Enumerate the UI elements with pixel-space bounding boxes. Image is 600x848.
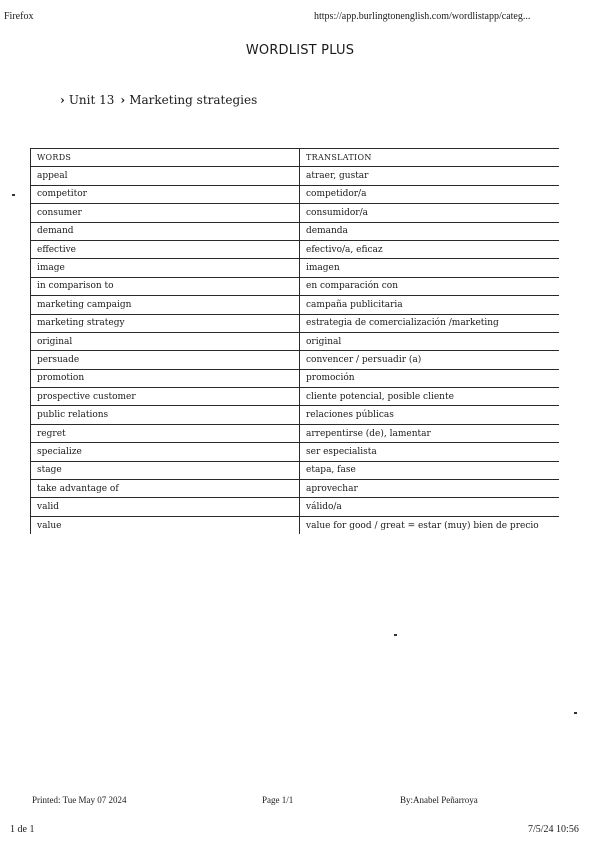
footer-author: By:Anabel Peñarroya bbox=[400, 795, 478, 805]
word-cell: value bbox=[31, 516, 300, 534]
table-header-row bbox=[31, 149, 560, 167]
translation-cell: competidor/a bbox=[300, 185, 560, 203]
word-cell: stage bbox=[31, 461, 300, 479]
footer-page-number: Page 1/1 bbox=[262, 795, 294, 805]
word-cell: consumer bbox=[31, 204, 300, 222]
scan-speck bbox=[394, 634, 397, 636]
table-row bbox=[31, 167, 560, 185]
word-cell: marketing campaign bbox=[31, 296, 300, 314]
table-row bbox=[31, 204, 560, 222]
table-row bbox=[31, 480, 560, 498]
column-header-translation: TRANSLATION bbox=[300, 149, 560, 167]
word-cell: specialize bbox=[31, 443, 300, 461]
table-row bbox=[31, 424, 560, 442]
table-row bbox=[31, 259, 560, 277]
translation-cell: cliente potencial, posible cliente bbox=[300, 388, 560, 406]
table-row bbox=[31, 277, 560, 295]
translation-cell: demanda bbox=[300, 222, 560, 240]
table-row bbox=[31, 369, 560, 387]
word-cell: in comparison to bbox=[31, 277, 300, 295]
table-row bbox=[31, 222, 560, 240]
translation-cell: atraer, gustar bbox=[300, 167, 560, 185]
translation-cell: aprovechar bbox=[300, 480, 560, 498]
chevron-right-icon: › bbox=[60, 93, 65, 107]
wordlist-table bbox=[30, 148, 559, 534]
translation-cell: en comparación con bbox=[300, 277, 560, 295]
translation-cell: relaciones públicas bbox=[300, 406, 560, 424]
table-row bbox=[31, 388, 560, 406]
word-cell: marketing strategy bbox=[31, 314, 300, 332]
table-row bbox=[31, 461, 560, 479]
footer-printed-date: Printed: Tue May 07 2024 bbox=[32, 795, 127, 805]
page-title: WORDLIST PLUS bbox=[245, 43, 355, 58]
table-row bbox=[31, 498, 560, 516]
word-cell: image bbox=[31, 259, 300, 277]
translation-cell: original bbox=[300, 332, 560, 350]
word-cell: take advantage of bbox=[31, 480, 300, 498]
translation-cell: válido/a bbox=[300, 498, 560, 516]
translation-cell: campaña publicitaria bbox=[300, 296, 560, 314]
word-cell: promotion bbox=[31, 369, 300, 387]
translation-cell: estrategia de comercialización /marketing bbox=[300, 314, 560, 332]
translation-cell: promoción bbox=[300, 369, 560, 387]
table-row bbox=[31, 516, 560, 534]
scan-speck bbox=[12, 194, 15, 196]
translation-cell: imagen bbox=[300, 259, 560, 277]
word-cell: demand bbox=[31, 222, 300, 240]
chevron-right-icon: › bbox=[120, 93, 126, 107]
translation-cell: efectivo/a, eficaz bbox=[300, 240, 560, 258]
table-row bbox=[31, 443, 560, 461]
page-url: https://app.burlingtonenglish.com/wordlistapp/categ... bbox=[314, 11, 531, 22]
table-row bbox=[31, 296, 560, 314]
word-cell: competitor bbox=[31, 185, 300, 203]
translation-cell: value for good / great = estar (muy) bien de precio bbox=[300, 516, 560, 534]
word-cell: prospective customer bbox=[31, 388, 300, 406]
table-row bbox=[31, 351, 560, 369]
table-row bbox=[31, 314, 560, 332]
word-cell: valid bbox=[31, 498, 300, 516]
table-row bbox=[31, 332, 560, 350]
browser-name: Firefox bbox=[4, 11, 34, 22]
word-cell: persuade bbox=[31, 351, 300, 369]
word-cell: regret bbox=[31, 424, 300, 442]
word-cell: effective bbox=[31, 240, 300, 258]
translation-cell: arrepentirse (de), lamentar bbox=[300, 424, 560, 442]
word-cell: original bbox=[31, 332, 300, 350]
table-row bbox=[31, 240, 560, 258]
scan-speck bbox=[574, 712, 577, 714]
table-row bbox=[31, 185, 560, 203]
breadcrumb-unit[interactable]: Unit 13 bbox=[68, 93, 115, 107]
column-header-words: WORDS bbox=[31, 149, 300, 167]
breadcrumb-topic[interactable]: Marketing strategies bbox=[129, 93, 258, 107]
translation-cell: consumidor/a bbox=[300, 204, 560, 222]
word-cell: appeal bbox=[31, 167, 300, 185]
table-row bbox=[31, 406, 560, 424]
breadcrumb bbox=[60, 93, 257, 107]
translation-cell: convencer / persuadir (a) bbox=[300, 351, 560, 369]
word-cell: public relations bbox=[31, 406, 300, 424]
translation-cell: etapa, fase bbox=[300, 461, 560, 479]
print-datetime: 7/5/24 10:56 bbox=[528, 824, 579, 835]
translation-cell: ser especialista bbox=[300, 443, 560, 461]
print-page-count: 1 de 1 bbox=[10, 824, 35, 835]
